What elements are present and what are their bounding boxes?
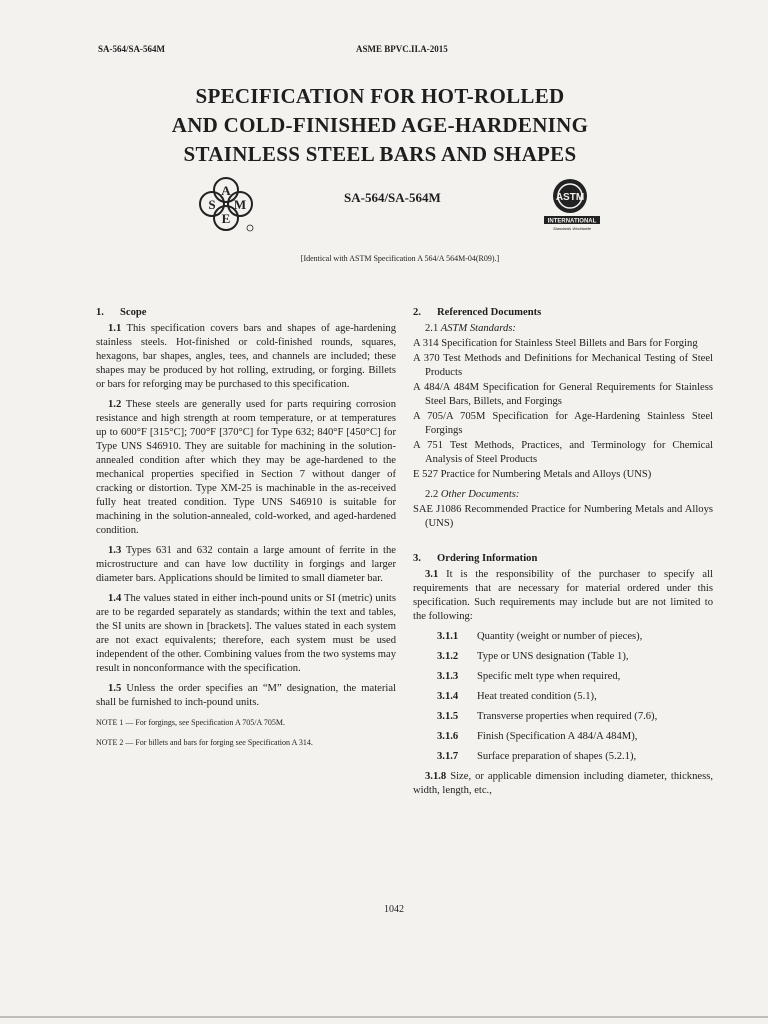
astm-logo-text: INTERNATIONAL — [547, 218, 597, 225]
reference-item: A 751 Test Methods, Practices, and Terminology for Chemical Analysis of Steel Products — [413, 440, 713, 465]
reference-item: E 527 Practice for Numbering Metals and Alloys (UNS) — [413, 469, 652, 480]
subsection-title: Other Documents: — [440, 489, 520, 500]
section-number: 3. — [413, 553, 421, 564]
item-text: Transverse properties when required (7.6), — [477, 711, 658, 722]
ordering-requirement-item — [437, 670, 713, 684]
paragraph-1-4 — [96, 592, 396, 676]
subsection-number: 2.2 — [425, 489, 439, 500]
paragraph-text: It is the responsibility of the purchaser to specify all requirements that are necessary for material ordered under this specification. Such requirements may include but are not limited to the following: — [413, 569, 713, 622]
svg-text:ASTM: ASTM — [555, 192, 585, 203]
asme-letter-a: A — [221, 183, 231, 198]
item-number: 3.1.5 — [437, 711, 459, 722]
paragraph-1-3 — [96, 544, 396, 586]
item-number: 3.1.3 — [437, 671, 459, 682]
running-header-code: ASME BPVC.II.A-2015 — [356, 44, 448, 54]
section-number: 2. — [413, 307, 421, 318]
section-title: Referenced Documents — [437, 307, 542, 318]
paragraph-text: Unless the order specifies an “M” designation, the material shall be furnished to inch-pound units. — [96, 683, 397, 708]
astm-logo-tagline: Standards Worldwide — [552, 226, 592, 231]
right-column — [413, 306, 713, 804]
standard-designation: SA-564/SA-564M — [344, 190, 441, 205]
ordering-requirement-item — [437, 730, 713, 744]
item-number: 3.1.2 — [437, 651, 459, 662]
section-heading-ordering-information — [413, 552, 713, 566]
paragraph-1-1 — [96, 322, 396, 392]
section-heading-scope — [96, 306, 396, 320]
asme-cloverleaf-seal-icon — [194, 172, 258, 236]
paragraph-number: 3.1.8 — [425, 771, 447, 782]
title-line-2: AND COLD-FINISHED AGE-HARDENING — [171, 113, 589, 137]
paragraph-text: This specification covers bars and shapes of age-hardening stainless steels. Hot-finished or cold-finished rounds, squares, hexagons, bar shapes, angles, tees, and channels are included; these shapes may be produced by hot rolling, extruding, or forging. Billets or bars for reforging may be purchased to this specification. — [96, 323, 396, 390]
item-text: Finish (Specification A 484/A 484M), — [477, 731, 638, 742]
paragraph-3-1-8 — [413, 770, 713, 798]
reference-item: A 370 Test Methods and Definitions for Mechanical Testing of Steel Products — [413, 353, 713, 378]
paragraph-number: 1.2 — [108, 399, 122, 410]
item-text: Surface preparation of shapes (5.2.1), — [477, 751, 637, 762]
paragraph-text: Size, or applicable dimension including diameter, thickness, width, length, etc., — [413, 771, 713, 796]
note-2: NOTE 2 — For billets and bars for forging see Specification A 314. — [96, 738, 313, 747]
left-column — [96, 306, 396, 756]
ordering-requirement-item — [437, 750, 713, 764]
page-number: 1042 — [384, 904, 404, 915]
scan-bottom-edge — [0, 1016, 768, 1018]
item-text: Heat treated condition (5.1), — [477, 691, 597, 702]
paragraph-1-5 — [96, 682, 396, 710]
ordering-requirement-item — [437, 710, 713, 724]
item-number: 3.1.1 — [437, 631, 459, 642]
ordering-requirement-item — [437, 630, 713, 644]
title-line-1: SPECIFICATION FOR HOT-ROLLED — [195, 84, 565, 108]
paragraph-number: 1.3 — [108, 545, 122, 556]
paragraph-text: These steels are generally used for parts requiring corrosion resistance and high strength at room temperature, or at temperatures up to 600°F [315°C]; 700°F [370°C] for Type 632; 840°F [450°C] for Type UNS S46910. They are suitable for machining in the solution-annealed condition after which they may be age-hardened to the mechanical properties specified in Section 7 without danger of cracking or distortion. Type XM-25 is machinable in the as-received fully heat treated condition. Type UNS S46910 is suitable for machining in the solution-annealed, cold-worked, and aged-hardened condition. — [96, 399, 396, 536]
reference-item: SAE J1086 Recommended Practice for Numbering Metals and Alloys (UNS) — [413, 504, 713, 529]
paragraph-number: 1.5 — [108, 683, 122, 694]
subsection-title: ASTM Standards: — [440, 323, 516, 334]
item-number: 3.1.4 — [437, 691, 459, 702]
paragraph-3-1 — [413, 568, 713, 624]
note-1: NOTE 1 — For forgings, see Specification A 705/A 705M. — [96, 718, 285, 727]
subsection-other-documents — [425, 488, 713, 502]
reference-item: A 314 Specification for Stainless Steel Billets and Bars for Forging — [413, 338, 698, 349]
reference-item: A 705/A 705M Specification for Age-Hardening Stainless Steel Forgings — [413, 411, 713, 436]
paragraph-number: 3.1 — [425, 569, 439, 580]
astm-reference-list — [413, 337, 713, 482]
item-text: Specific melt type when required, — [477, 671, 621, 682]
asme-letter-e: E — [221, 211, 231, 226]
other-reference-list — [413, 503, 713, 531]
paragraph-text: Types 631 and 632 contain a large amount of ferrite in the microstructure and can have low ductility in forgings and larger diameter bars. Applications should be limited to small diameter bar. — [96, 545, 396, 584]
section-title: Scope — [120, 307, 147, 318]
ordering-requirement-item — [437, 690, 713, 704]
title-line-3: STAINLESS STEEL BARS AND SHAPES — [183, 142, 577, 166]
paragraph-1-2 — [96, 398, 396, 538]
item-text: Quantity (weight or number of pieces), — [477, 631, 643, 642]
running-header-designation: SA-564/SA-564M — [98, 44, 165, 54]
item-number: 3.1.7 — [437, 751, 459, 762]
paragraph-number: 1.4 — [108, 593, 122, 604]
section-title: Ordering Information — [437, 553, 538, 564]
section-heading-referenced-documents — [413, 306, 713, 320]
document-title — [150, 82, 610, 169]
paragraph-number: 1.1 — [108, 323, 122, 334]
identical-with-note: [Identical with ASTM Specification A 564/A 564M-04(R09).] — [300, 254, 500, 263]
subsection-number: 2.1 — [425, 323, 439, 334]
reference-item: A 484/A 484M Specification for General Requirements for Stainless Steel Bars, Billets, and Forgings — [413, 382, 713, 407]
ordering-requirements-list — [413, 630, 713, 764]
paragraph-text: The values stated in either inch-pound units or SI (metric) units are to be regarded separately as standards; within the text and tables, the SI units are shown in [brackets]. The values stated in each system are not exact equivalents; therefore, each system must be used independent of the other. Combining values from the two systems may result in nonconformance with the specification. — [96, 593, 396, 674]
ordering-requirement-item — [437, 650, 713, 664]
astm-international-logo-icon — [542, 176, 606, 232]
item-text: Type or UNS designation (Table 1), — [477, 651, 629, 662]
asme-letter-m: M — [233, 197, 247, 212]
item-number: 3.1.6 — [437, 731, 459, 742]
asme-letter-s: S — [208, 197, 216, 212]
section-number: 1. — [96, 307, 104, 318]
subsection-astm-standards — [425, 322, 713, 336]
